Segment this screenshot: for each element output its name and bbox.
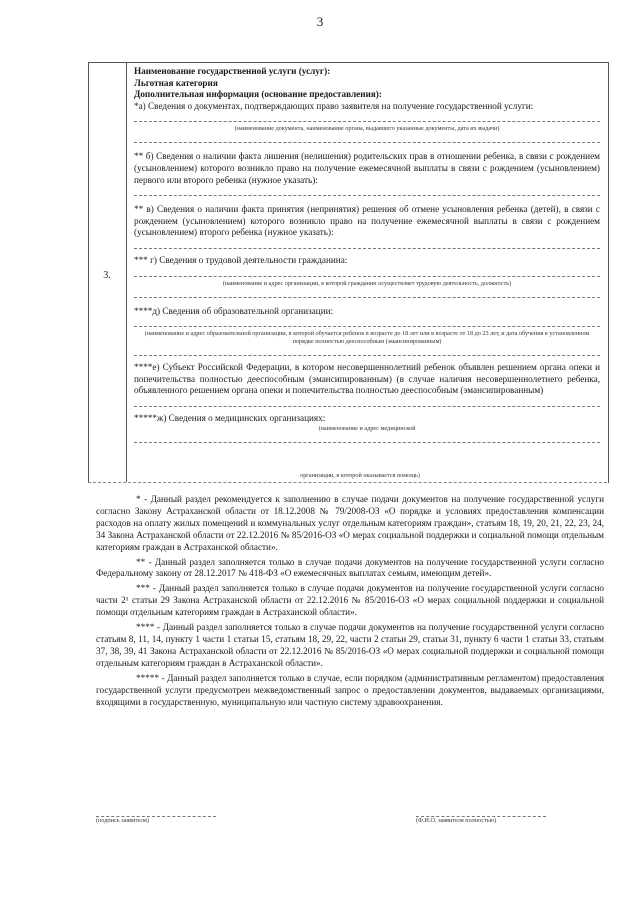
item-v: ** в) Сведения о наличии факта принятия (непринятия) решения об отмене усыновления ребенка (детей), в связи с рождением (усыновлением) которого возникло право на получение ежемесячной выплаты в связи с рождением (усыновлением) второго ребенка (нужное указать): xyxy=(134,204,600,238)
footnote-1: * - Данный раздел рекомендуется к заполнению в случае подачи документов на получение государственной услуги согласно Закону Астраханской области от 18.12.2008 № 79/2008-ОЗ «О порядке и условиях предоставления компенсации расходов на оплату жилых помещений и коммунальных услуг отдельным категориям граждан», статьям 18, 19, 20, 21, 22, 23, 24, 34 Закона Астраханской области от 22.12.2016 № 85/2016-ОЗ «О мерах социальной поддержки и социальной помощи отдельным категориям граждан в Астраханской области». xyxy=(96,494,604,552)
item-d-field[interactable] xyxy=(134,318,600,327)
item-a-caption: (наименование документа, наименование органа, выдавшего указанные документы, дата их выдачи) xyxy=(234,125,500,133)
row-number: 3. xyxy=(103,270,111,281)
fullname-caption: (Ф.И.О. заявителя полностью) xyxy=(416,817,497,824)
item-zh-caption-2: организации, в которой оказывается помощь) xyxy=(300,472,420,479)
footnote-4: **** - Данный раздел заполняется только в случае подачи документов на получение государственной услуги согласно статьям 8, 11, 14, пункту 1 части 1 статьи 15, статьям 18, 29, 22, части 2 статьи 29, статьи 31, пункту 6 части 1 статьи 33, статьям 37, 38, 39, 41 Закона Астраханской области от 22.12.2016 № 85/2016-ОЗ «О мерах социальной поддержки и социальной помощи отдельным категориям граждан в Астраханской области». xyxy=(96,622,604,668)
item-d-caption: (наименование и адрес образовательной организации, в которой обучается ребенок в возрасте до 18 лет или в возрасте от 18 до 23 лет, и дата обучения в установленном порядке полностью дееспособным (эмансипированным) xyxy=(144,330,590,346)
additional-info-label: Дополнительная информация (основание предоставления): xyxy=(134,89,382,100)
item-a-field-2[interactable] xyxy=(134,134,600,143)
item-g-field-2[interactable] xyxy=(134,289,600,298)
footnote-2: ** - Данный раздел заполняется только в случае подачи документов на получение государственной услуги согласно Федеральному закону от 28.12.2017 № 418-ФЗ «О ежемесячных выплатах семьям, имеющим детей». xyxy=(96,556,604,579)
item-b: ** б) Сведения о наличии факта лишения (нелишения) родительских прав в отношении ребенка, в связи с рождением (усыновлением) которого возникло право на получение ежемесячной выплаты в связи с рождением (усыновлением) первого или второго ребенка (нужное указать): xyxy=(134,151,600,185)
signature-block xyxy=(96,816,216,824)
category-label: Льготная категория xyxy=(134,77,218,88)
item-g-caption: (наименование и адрес организации, в которой гражданин осуществляет трудовую деятельность, должность) xyxy=(222,279,512,287)
signature-caption: (подпись заявителя) xyxy=(96,817,149,824)
service-name-label: Наименование государственной услуги (услуг): xyxy=(134,66,331,76)
footnote-3: *** - Данный раздел заполняется только в случае подачи документов на получение государственной услуги согласно части 2¹ статьи 29 Закона Астраханской области от 22.12.2016 № 85/2016-ОЗ «О мерах социальной поддержки и социальной помощи отдельным категориям граждан в Астраханской области». xyxy=(96,583,604,618)
item-zh: *****ж) Сведения о медицинских организациях: xyxy=(134,412,326,423)
item-zh-caption: (наименование и адрес медицинской xyxy=(318,424,416,432)
page-number: 3 xyxy=(316,14,324,29)
item-g: *** г) Сведения о трудовой деятельности гражданина: xyxy=(134,254,348,265)
table-bottom-border xyxy=(88,482,607,483)
item-a: *а) Сведения о документах, подтверждающих право заявителя на получение государственной услуги: xyxy=(134,100,534,111)
item-b-field[interactable] xyxy=(134,187,600,196)
item-zh-field[interactable] xyxy=(134,434,600,443)
item-a-field[interactable] xyxy=(134,113,600,122)
form-content xyxy=(134,66,600,446)
fullname-block xyxy=(416,816,546,824)
item-e-field[interactable] xyxy=(134,398,600,407)
item-d: ****д) Сведения об образовательной организации: xyxy=(134,305,334,316)
item-g-field[interactable] xyxy=(134,268,600,277)
footnotes xyxy=(96,494,604,711)
item-d-field-2[interactable] xyxy=(134,347,600,356)
item-v-field[interactable] xyxy=(134,240,600,249)
footnote-5: ***** - Данный раздел заполняется только в случае, если порядком (административным регламентом) предоставления государственной услуги предусмотрен межведомственный запрос о предоставлении документов, выдаваемых организациями, входящими в государственную, муниципальную или частную систему здравоохранения. xyxy=(96,672,604,707)
item-e: ****е) Субъект Российской Федерации, в котором несовершеннолетний ребенок объявлен решением органа опеки и попечительства полностью дееспособным (эмансипированным) (в случае наличия несовершеннолетнего ребенка, объявленного решением органа опеки и попечительства полностью дееспособным (эмансипированным) xyxy=(134,362,600,396)
